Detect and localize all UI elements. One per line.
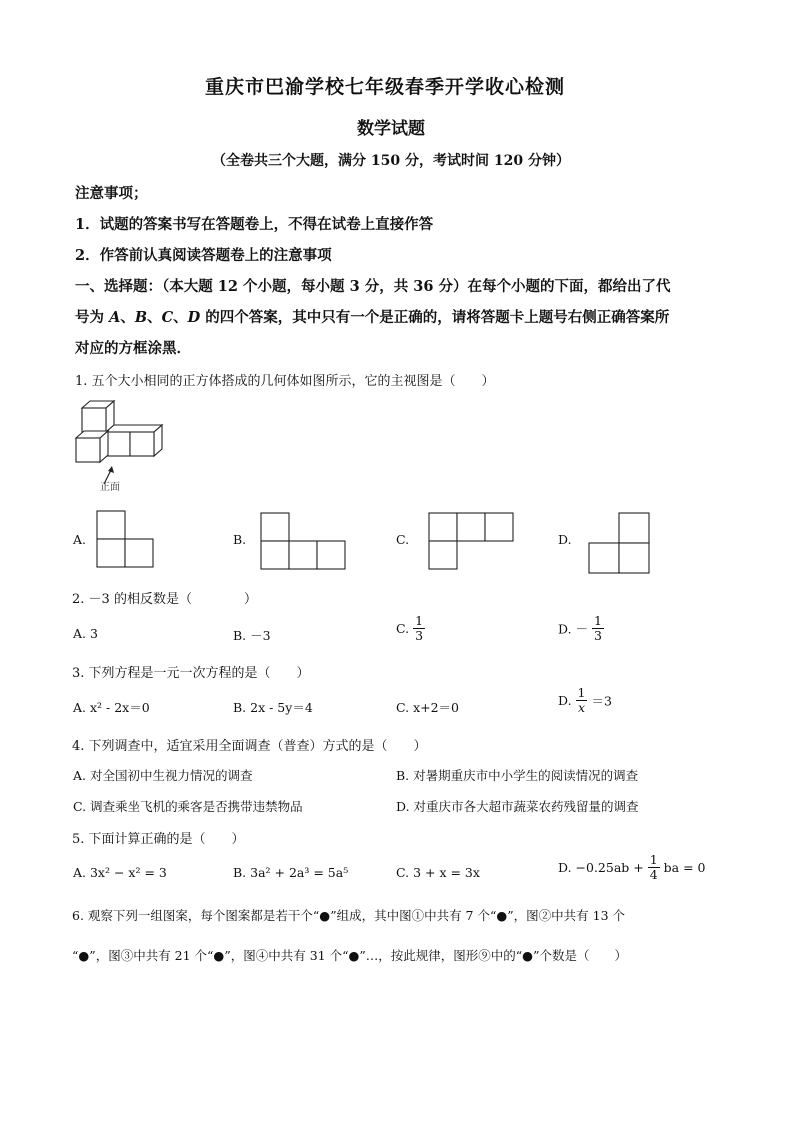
exam-info: （全卷共三个大题，满分 150 分，考试时间 120 分钟） <box>212 153 570 169</box>
section1-line2a: 号为 <box>75 309 104 326</box>
q1-option-d-figure <box>588 512 652 574</box>
q1-option-a-label: A. <box>73 532 87 547</box>
q4-option-a: A. 对全国初中生视力情况的调查 <box>73 768 253 783</box>
q2-option-d-label: D. － <box>558 621 589 637</box>
q2-c-num: 1 <box>415 613 424 628</box>
q1-option-b-figure <box>260 512 348 572</box>
q2-option-d-fraction <box>592 614 604 643</box>
q5-d-num: 1 <box>649 852 658 867</box>
section1-line2: 号为 A、B、C、D 的四个答案，其中只有一个是正确的，请将答题卡上题号右侧正确答案所 <box>75 309 670 326</box>
q6-line2: “●”，图③中共有 21 个“●”，图④中共有 31 个“●”…，按此规律，图形⑨中的“●”个数是（ ） <box>72 948 627 963</box>
page-subtitle: 数学试题 <box>357 119 425 139</box>
q1-stem: 1. 五个大小相同的正方体搭成的几何体如图所示，它的主视图是（ ） <box>75 374 495 389</box>
letter-d: D <box>187 309 201 326</box>
q2-option-b: B. －3 <box>233 628 271 643</box>
q1-cube-figure <box>74 398 166 494</box>
q2-option-c-fraction <box>413 614 425 643</box>
q3-d-den: x <box>577 700 586 715</box>
notes-heading: 注意事项； <box>75 185 148 202</box>
letter-a: A <box>109 309 121 326</box>
q2-d-num: 1 <box>594 613 602 628</box>
q2-stem: 2. －3 的相反数是（ ） <box>72 592 257 607</box>
q2-option-c <box>396 614 425 643</box>
q2-d-den: 3 <box>594 628 602 643</box>
q1-option-b-label: B. <box>233 532 247 547</box>
page-title: 重庆市巴渝学校七年级春季开学收心检测 <box>205 76 566 98</box>
q5-option-b: B. 3a² + 2a³ = 5a⁵ <box>233 865 349 880</box>
q5-option-d-rhs: ba = 0 <box>663 860 706 875</box>
q3-option-d <box>558 686 612 715</box>
q3-option-d-fraction <box>576 686 588 715</box>
q2-option-c-label: C. <box>396 621 410 636</box>
letter-b: B <box>134 309 148 326</box>
q1-option-d-label: D. <box>558 532 572 547</box>
q3-option-b: B. 2x - 5y＝4 <box>233 700 313 715</box>
q5-stem: 5. 下面计算正确的是（ ） <box>72 832 245 847</box>
section1-line1: 一、选择题：（本大题 12 个小题，每小题 3 分，共 36 分）在每个小题的下面，都给出了代 <box>75 278 671 295</box>
q2-c-den: 3 <box>415 628 424 643</box>
q2-option-a: A. 3 <box>73 626 98 641</box>
q2-option-d <box>558 614 604 643</box>
front-label: 正面 <box>100 482 120 493</box>
q4-option-c: C. 调查乘坐飞机的乘客是否携带违禁物品 <box>73 799 303 814</box>
q4-option-b: B. 对暑期重庆市中小学生的阅读情况的调查 <box>396 768 639 783</box>
q5-option-d-label: D. −0.25ab + <box>558 860 644 875</box>
q3-option-d-rhs: ＝3 <box>591 693 612 709</box>
q3-d-num: 1 <box>577 685 586 700</box>
section1-line3: 对应的方框涂黑． <box>75 340 191 357</box>
q3-option-a: A. x² - 2x＝0 <box>73 700 150 715</box>
q1-option-a-figure <box>96 510 156 570</box>
note-item-2: 2．作答前认真阅读答题卷上的注意事项 <box>75 247 332 264</box>
q5-option-d-fraction <box>648 853 660 882</box>
q3-stem: 3. 下列方程是一元一次方程的是（ ） <box>72 666 310 681</box>
q6-line1: 6. 观察下列一组图案，每个图案都是若干个“●”组成，其中图①中共有 7 个“●”，图②中共有 13 个 <box>72 908 626 923</box>
q4-stem: 4. 下列调查中，适宜采用全面调查（普查）方式的是（ ） <box>72 739 427 754</box>
q3-option-d-label: D. <box>558 693 572 708</box>
q1-option-c-label: C. <box>396 532 410 547</box>
letter-c: C <box>161 309 174 326</box>
q3-option-c: C. x+2＝0 <box>396 700 459 715</box>
section1-line2b: 的四个答案，其中只有一个是正确的，请将答题卡上题号右侧正确答案所 <box>205 309 670 326</box>
q1-option-c-figure <box>428 512 516 572</box>
q4-option-d: D. 对重庆市各大超市蔬菜农药残留量的调查 <box>396 799 639 814</box>
q5-option-a: A. 3x² − x² = 3 <box>73 865 167 880</box>
q5-d-den: 4 <box>649 867 658 882</box>
note-item-1: 1．试题的答案书写在答题卷上，不得在试卷上直接作答 <box>75 216 434 233</box>
q5-option-c: C. 3 + x = 3x <box>396 865 480 880</box>
q5-option-d <box>558 853 705 882</box>
